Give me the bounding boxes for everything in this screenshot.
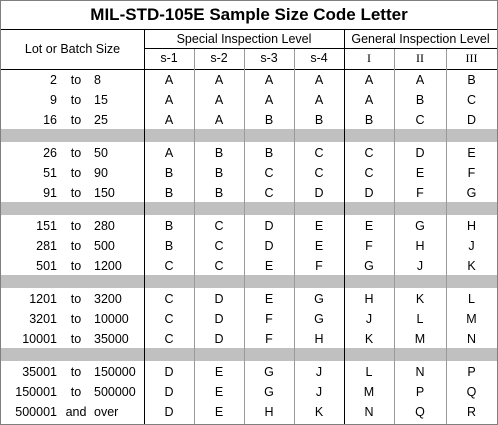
code-letter-cell: C [264, 186, 274, 200]
code-letter-cell: K [364, 332, 374, 346]
code-letter-cell: B [467, 73, 476, 87]
code-letter-cell: D [164, 405, 174, 419]
code-letter-cell: J [315, 385, 323, 399]
lot-size-connector: to [70, 385, 82, 399]
lot-size-connector: to [70, 332, 82, 346]
code-letter-cell: E [214, 405, 224, 419]
code-letter-cell: G [314, 292, 324, 306]
lot-size-upper: 500000 [94, 385, 136, 399]
level-header-s4: s-4 [310, 51, 328, 65]
code-letter-cell: N [364, 405, 374, 419]
code-letter-cell: E [264, 259, 274, 273]
code-letter-cell: D [264, 239, 274, 253]
code-letter-cell: B [164, 166, 174, 180]
header-subrule [144, 48, 497, 49]
lot-size-upper: 150000 [94, 365, 136, 379]
code-letter-cell: C [164, 259, 174, 273]
code-letter-cell: M [363, 385, 375, 399]
code-letter-cell: R [466, 405, 477, 419]
code-letter-cell: A [164, 93, 174, 107]
code-letter-cell: H [264, 405, 274, 419]
code-letter-cell: G [364, 259, 374, 273]
code-letter-cell: C [164, 312, 174, 326]
code-letter-cell: E [214, 385, 224, 399]
code-letter-cell: B [415, 93, 425, 107]
lot-size-upper: 90 [94, 166, 108, 180]
lot-size-lower: 501 [36, 259, 57, 273]
lot-size-lower: 35001 [22, 365, 57, 379]
code-letter-cell: A [214, 93, 224, 107]
code-letter-cell: K [314, 405, 324, 419]
lot-size-connector: and [65, 405, 87, 419]
group-separator [1, 129, 497, 142]
code-letter-cell: D [164, 385, 174, 399]
code-letter-cell: J [365, 312, 373, 326]
code-letter-cell: N [466, 332, 477, 346]
code-letter-cell: A [214, 73, 224, 87]
code-letter-cell: B [214, 166, 224, 180]
code-letter-cell: E [264, 292, 274, 306]
lot-size-upper: 25 [94, 113, 108, 127]
code-letter-cell: F [265, 332, 273, 346]
lot-size-connector: to [70, 239, 82, 253]
lot-size-header: Lot or Batch Size [24, 42, 121, 56]
group-separator [1, 275, 497, 288]
code-letter-cell: B [314, 113, 324, 127]
lot-size-connector: to [70, 113, 82, 127]
lot-size-lower: 151 [36, 219, 57, 233]
code-letter-cell: L [468, 292, 475, 306]
code-letter-cell: K [415, 292, 425, 306]
code-letter-cell: D [264, 219, 274, 233]
lot-size-lower: 500001 [15, 405, 57, 419]
general-inspection-header: General Inspection Level [351, 32, 490, 46]
code-letter-cell: C [364, 166, 374, 180]
code-letter-cell: N [415, 365, 425, 379]
lot-size-lower: 3201 [29, 312, 57, 326]
code-letter-cell: A [164, 113, 174, 127]
code-letter-cell: E [214, 365, 224, 379]
level-header-s3: s-3 [260, 51, 278, 65]
code-letter-cell: C [466, 93, 477, 107]
code-letter-cell: Q [466, 385, 477, 399]
code-letter-cell: D [214, 292, 224, 306]
level-header-s1: s-1 [160, 51, 178, 65]
code-letter-cell: D [214, 312, 224, 326]
code-letter-cell: A [364, 73, 374, 87]
code-letter-cell: D [314, 186, 324, 200]
code-letter-cell: B [264, 113, 274, 127]
code-letter-cell: A [164, 146, 174, 160]
lot-size-connector: to [70, 365, 82, 379]
code-letter-cell: C [264, 166, 274, 180]
lot-size-upper: over [94, 405, 119, 419]
lot-size-upper: 280 [94, 219, 115, 233]
lot-size-lower: 51 [43, 166, 57, 180]
level-header-general-2: II [416, 51, 424, 65]
code-letter-cell: C [314, 166, 324, 180]
lot-size-lower: 2 [50, 73, 57, 87]
code-letter-cell: P [415, 385, 425, 399]
lot-size-lower: 150001 [15, 385, 57, 399]
code-letter-cell: G [415, 219, 425, 233]
lot-size-connector: to [70, 146, 82, 160]
lot-size-upper: 15 [94, 93, 108, 107]
code-letter-cell: A [264, 93, 274, 107]
code-letter-cell: A [164, 73, 174, 87]
lot-size-lower: 91 [43, 186, 57, 200]
lot-size-lower: 281 [36, 239, 57, 253]
code-letter-cell: D [364, 186, 374, 200]
code-letter-cell: G [314, 312, 324, 326]
code-letter-cell: C [415, 113, 425, 127]
lot-size-lower: 1201 [29, 292, 57, 306]
code-letter-cell: E [364, 219, 374, 233]
code-letter-cell: Q [415, 405, 425, 419]
lot-size-connector: to [70, 166, 82, 180]
code-letter-cell: M [466, 312, 477, 326]
lot-size-upper: 35000 [94, 332, 129, 346]
lot-size-connector: to [70, 93, 82, 107]
code-letter-cell: C [164, 332, 174, 346]
code-letter-cell: J [468, 239, 475, 253]
lot-size-connector: to [70, 292, 82, 306]
lot-size-upper: 1200 [94, 259, 122, 273]
lot-size-connector: to [70, 186, 82, 200]
lot-size-lower: 26 [43, 146, 57, 160]
code-letter-cell: H [364, 292, 374, 306]
lot-size-upper: 150 [94, 186, 115, 200]
lot-size-connector: to [70, 219, 82, 233]
code-letter-cell: H [415, 239, 425, 253]
lot-size-lower: 9 [50, 93, 57, 107]
code-letter-cell: F [467, 166, 476, 180]
code-letter-cell: B [214, 146, 224, 160]
code-letter-cell: D [214, 332, 224, 346]
code-letter-cell: E [467, 146, 476, 160]
lot-size-connector: to [70, 73, 82, 87]
lot-size-lower: 10001 [22, 332, 57, 346]
code-letter-cell: B [164, 219, 174, 233]
lot-size-upper: 500 [94, 239, 115, 253]
table-title: MIL-STD-105E Sample Size Code Letter [1, 1, 497, 30]
code-letter-cell: D [164, 365, 174, 379]
code-letter-cell: B [164, 239, 174, 253]
level-header-s2: s-2 [210, 51, 228, 65]
code-letter-cell: J [315, 365, 323, 379]
lot-size-lower: 16 [43, 113, 57, 127]
code-letter-cell: M [414, 332, 426, 346]
lot-size-upper: 3200 [94, 292, 122, 306]
code-letter-cell: F [365, 239, 373, 253]
code-letter-cell: G [264, 365, 274, 379]
level-header-general-1: I [367, 51, 371, 65]
code-letter-cell: D [466, 113, 477, 127]
special-inspection-header: Special Inspection Level [176, 32, 312, 46]
code-letter-cell: C [164, 292, 174, 306]
code-letter-cell: L [365, 365, 373, 379]
code-letter-cell: C [214, 239, 224, 253]
code-letter-cell: B [164, 186, 174, 200]
lot-size-upper: 10000 [94, 312, 129, 326]
level-header-general-3: III [465, 51, 478, 65]
lot-size-upper: 8 [94, 73, 101, 87]
code-letter-cell: G [264, 385, 274, 399]
code-letter-cell: B [364, 113, 374, 127]
code-letter-cell: A [314, 73, 324, 87]
code-letter-cell: H [466, 219, 477, 233]
code-letter-cell: B [264, 146, 274, 160]
code-letter-cell: C [364, 146, 374, 160]
code-letter-cell: E [415, 166, 425, 180]
code-letter-cell: A [264, 73, 274, 87]
code-letter-cell: C [314, 146, 324, 160]
code-letter-cell: A [314, 93, 324, 107]
code-letter-cell: G [466, 186, 477, 200]
code-letter-cell: A [214, 113, 224, 127]
code-letter-cell: C [214, 219, 224, 233]
code-letter-cell: F [315, 259, 323, 273]
group-separator [1, 348, 497, 361]
code-letter-cell: H [314, 332, 324, 346]
lot-size-upper: 50 [94, 146, 108, 160]
lot-size-connector: to [70, 259, 82, 273]
code-letter-cell: K [467, 259, 476, 273]
code-letter-cell: E [314, 239, 324, 253]
code-letter-cell: A [415, 73, 425, 87]
code-letter-cell: E [314, 219, 324, 233]
code-letter-cell: A [364, 93, 374, 107]
code-letter-cell: L [416, 312, 424, 326]
code-letter-cell: F [265, 312, 273, 326]
code-letter-cell: B [214, 186, 224, 200]
group-separator [1, 202, 497, 215]
code-letter-cell: P [467, 365, 476, 379]
code-letter-cell: J [416, 259, 424, 273]
code-letter-cell: D [415, 146, 425, 160]
lot-size-connector: to [70, 312, 82, 326]
code-letter-cell: F [416, 186, 424, 200]
code-letter-cell: C [214, 259, 224, 273]
